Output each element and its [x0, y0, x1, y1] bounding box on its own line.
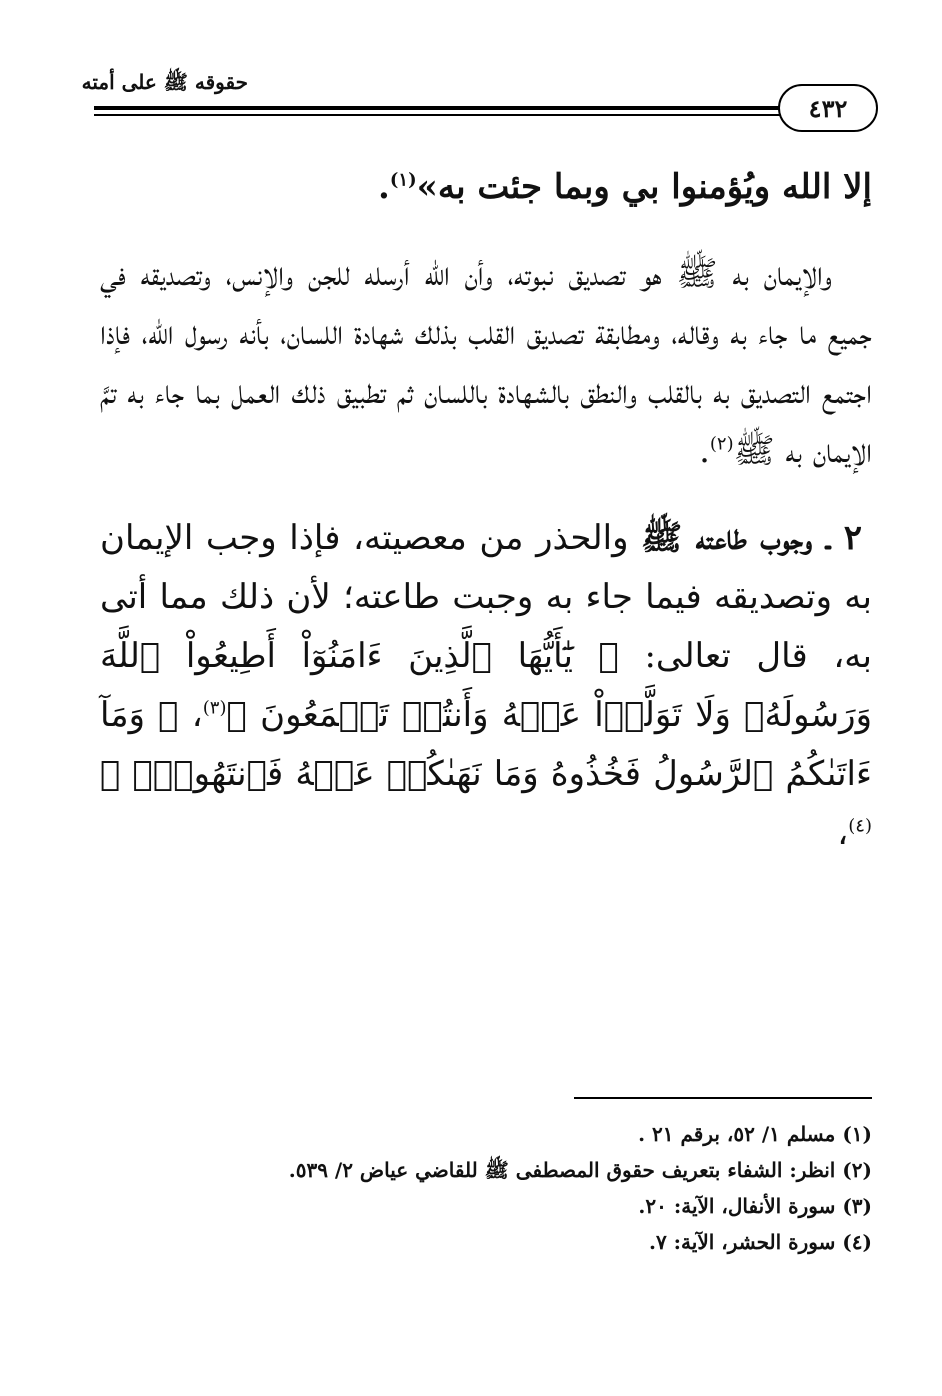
footnote-ref-1: (١): [389, 169, 417, 191]
footnote-separator: [574, 1097, 872, 1099]
footnotes: [120, 1116, 872, 1260]
header-rule-thin: [94, 114, 784, 116]
section-heading-2: ٢ ـ وجوب طاعته ﷺ: [641, 518, 862, 558]
continued-line: [100, 158, 872, 217]
page-header: [0, 0, 942, 140]
page-number-badge: [778, 84, 878, 132]
paragraph-faith-text: والإيمان به ﷺ هو تصديق نبوته، وأن الله أرسله للجن والإنس، وتصديقه في جميع ما جاء به وقاله، ومطابقة تصديق القلب بذلك شهادة اللسان، بأنه رسول الله، فإذا اجتمع التصديق به بالقلب والنطق بالشهادة باللسان ثم تطبيق ذلك العمل بما جاء به تمَّ الإيمان به ﷺ: [100, 254, 872, 471]
paragraph-faith-tail: .: [699, 431, 710, 471]
footnote-4: (٤) سورة الحشر، الآية: ٧.: [648, 1230, 872, 1254]
quran-verse-2: ، ﴿ وَمَآ ءَاتَىٰكُمُ ٱلرَّسُولُ فَخُذُوهُ وَمَا نَهَىٰكُمۡ عَنۡهُ فَٱنتَهُواْۚ ﴾: [100, 695, 872, 794]
paragraph-obedience: [100, 509, 872, 863]
running-title: حقوقه ﷺ على أمته: [81, 70, 248, 94]
header-rule-thick: [94, 106, 784, 110]
paragraph-obedience-text: والحذر من معصيته، فإذا وجب الإيمان به وتصديقه فيما جاء به وجبت طاعته؛ لأن ذلك مما أتى به، قال تعالى: ﴿ يَٰٓأَيُّهَا ٱلَّذِينَ ءَامَنُوٓاْ أَطِيعُواْ ٱللَّهَ وَرَسُولَهُۥ وَلَا تَوَلَّوۡاْ عَنۡهُ وَأَنتُمۡ تَسۡمَعُونَ ﴾: [100, 518, 872, 735]
paragraph-obedience-tail: ،: [837, 813, 849, 853]
footnote-ref-4: (٤): [848, 815, 872, 837]
paragraph-faith: [100, 245, 872, 481]
footnote-1: (١) مسلم ١/ ٥٢، برقم ٢١ .: [638, 1122, 872, 1146]
footnote-ref-2: (٢): [709, 433, 734, 455]
footnote-3: (٣) سورة الأنفال، الآية: ٢٠.: [638, 1194, 872, 1218]
continued-line-tail: .: [378, 167, 390, 207]
main-text: [100, 158, 872, 863]
footnote-ref-3: (٣): [202, 697, 227, 719]
page-number: ٤٣٢: [808, 93, 848, 123]
footnote-2: (٢) انظر: الشفاء بتعريف حقوق المصطفى ﷺ للقاضي عياض ٢/ ٥٣٩.: [288, 1158, 872, 1182]
continued-line-text: إلا الله ويُؤمنوا بي وبما جئت به»: [416, 167, 872, 207]
